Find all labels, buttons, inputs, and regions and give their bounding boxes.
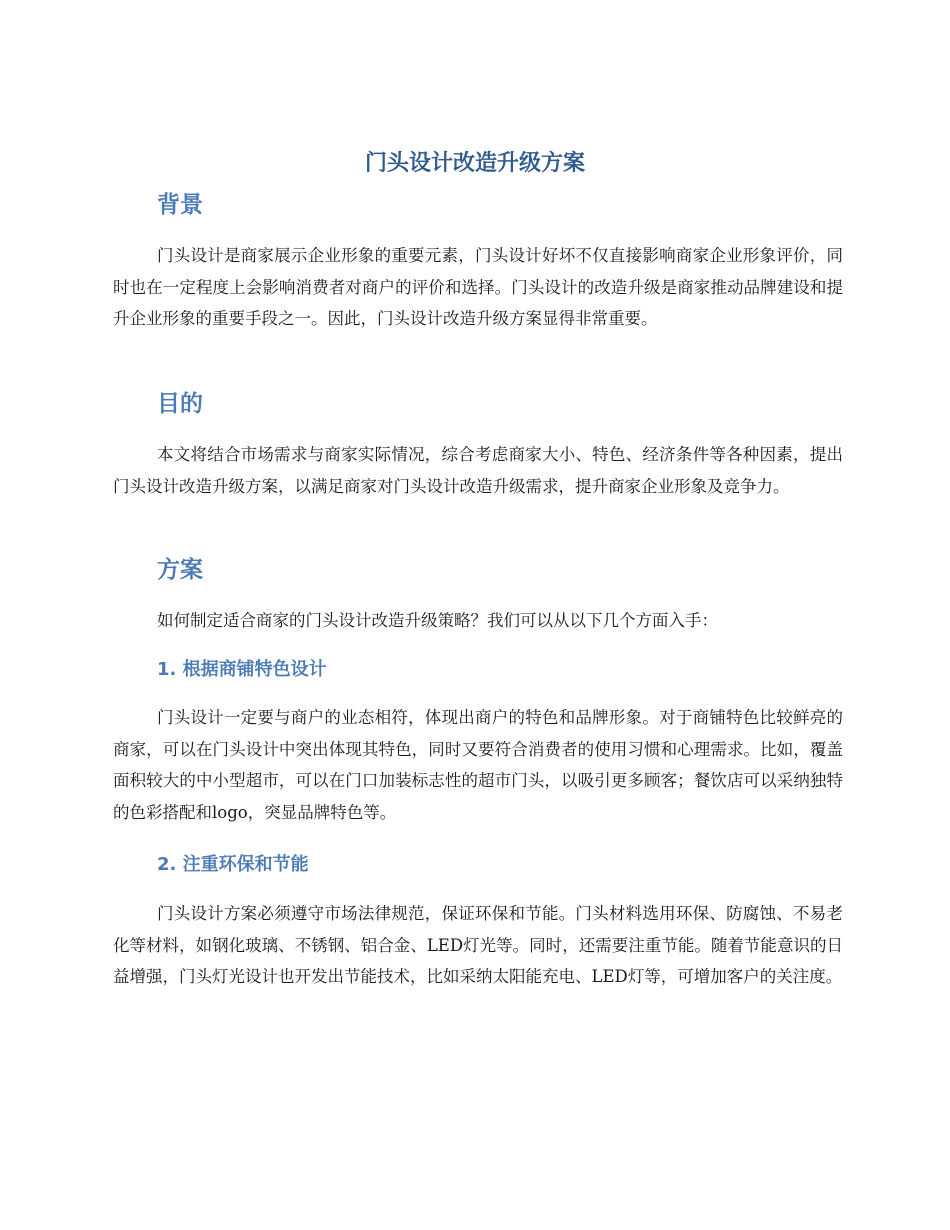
purpose-paragraph: 本文将结合市场需求与商家实际情况，综合考虑商家大小、特色、经济条件等各种因素，提出门头设计改造升级方案，以满足商家对门头设计改造升级需求，提升商家企业形象及竞争力。 (113, 445, 843, 496)
section-heading-background: 背景 (157, 192, 203, 218)
document-title: 门头设计改造升级方案 (364, 151, 585, 176)
shop-feature-paragraph: 门头设计一定要与商户的业态相符，体现出商户的特色和品牌形象。对于商铺特色比较鲜亮的商家，可以在门头设计中突出体现其特色，同时又要符合消费者的使用习惯和心理需求。比如，覆盖面积较大的中小型超市，可以在门口加装标志性的超市门头，以吸引更多顾客；餐饮店可以采纳独特的色彩搭配和logo，突显品牌特色等。 (113, 708, 843, 822)
section-heading-plan: 方案 (157, 557, 203, 583)
eco-energy-paragraph: 门头设计方案必须遵守市场法律规范，保证环保和节能。门头材料选用环保、防腐蚀、不易老化等材料，如钢化玻璃、不锈钢、铝合金、LED灯光等。同时，还需要注重节能。随着节能意识的日益增强，门头灯光设计也开发出节能技术，比如采纳太阳能充电、LED灯等，可增加客户的关注度。 (113, 904, 843, 986)
subsection-heading-eco-energy: 2. 注重环保和节能 (157, 854, 309, 875)
plan-intro-paragraph: 如何制定适合商家的门头设计改造升级策略？我们可以从以下几个方面入手： (157, 611, 718, 630)
section-heading-purpose: 目的 (157, 391, 203, 417)
subsection-heading-shop-feature: 1. 根据商铺特色设计 (157, 659, 327, 680)
background-paragraph: 门头设计是商家展示企业形象的重要元素，门头设计好坏不仅直接影响商家企业形象评价，同时也在一定程度上会影响消费者对商户的评价和选择。门头设计的改造升级是商家推动品牌建设和提升企业形象的重要手段之一。因此，门头设计改造升级方案显得非常重要。 (113, 246, 843, 328)
